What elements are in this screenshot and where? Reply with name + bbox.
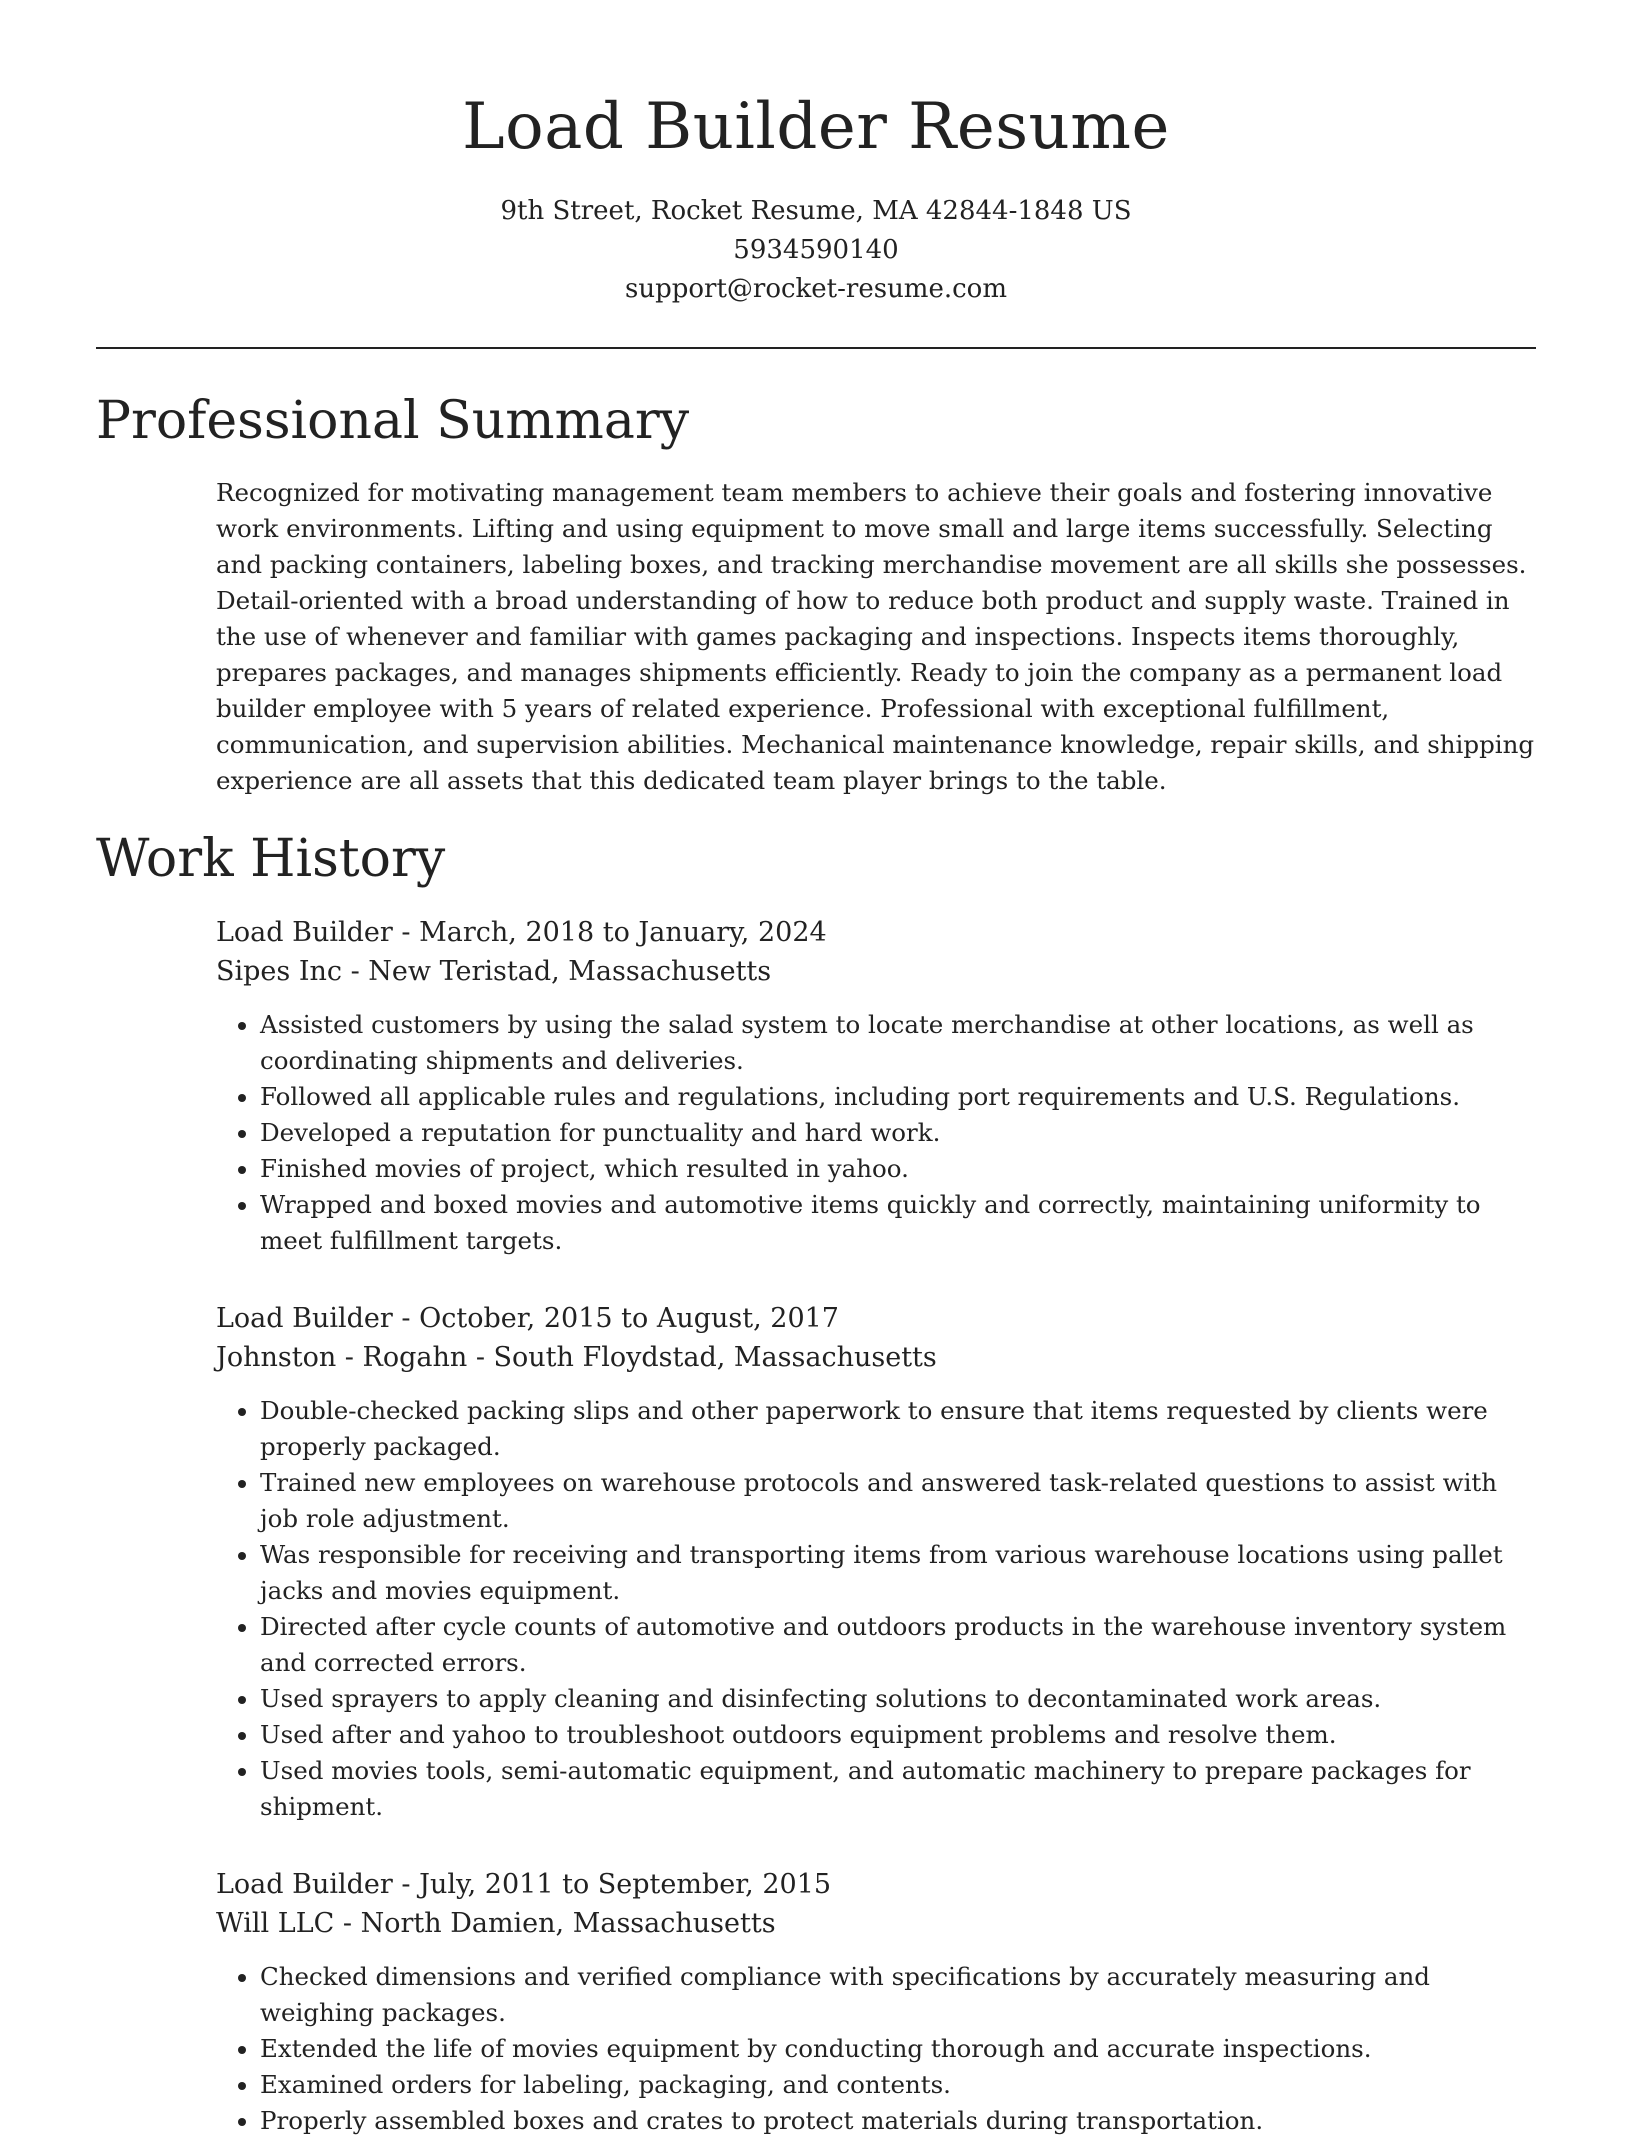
contact-phone: 5934590140 (733, 235, 899, 265)
job-bullet: • Assisted customers by using the salad system to locate merchandise at other locations, as well as coordinating shipments and deliveries. (260, 1007, 1536, 1079)
job-entry (216, 1299, 1536, 1825)
header-divider (96, 347, 1536, 349)
job-bullet: • Double-checked packing slips and other paperwork to ensure that items requested by clients were properly packaged. (260, 1393, 1536, 1465)
contact-email: support@rocket-resume.com (624, 274, 1007, 304)
job-bullet: • Finished movies of project, which resulted in yahoo. (260, 1151, 1536, 1187)
job-location: - South Floydstad, Massachusetts (467, 1342, 937, 1373)
job-title-line (216, 913, 1536, 952)
work-history-heading: Work History (96, 829, 446, 889)
job-company: Johnston - Rogahn (216, 1342, 468, 1373)
job-company-line (216, 1904, 1536, 1943)
summary-heading: Professional Summary (96, 391, 690, 451)
work-history-list (216, 913, 1536, 2139)
job-bullet: • Used movies tools, semi-automatic equipment, and automatic machinery to prepare packages for shipment. (260, 1753, 1536, 1825)
job-bullet: • Properly assembled boxes and crates to protect materials during transportation. (260, 2103, 1536, 2139)
job-dates: - October, 2015 to August, 2017 (392, 1303, 839, 1334)
resume-title: Load Builder Resume (462, 90, 1170, 164)
job-bullet: • Examined orders for labeling, packaging, and contents. (260, 2067, 1536, 2103)
job-bullets (216, 1393, 1536, 1825)
job-location: - North Damien, Massachusetts (334, 1908, 776, 1939)
job-company-line (216, 952, 1536, 991)
job-title-line (216, 1865, 1536, 1904)
job-dates: - July, 2011 to September, 2015 (392, 1869, 832, 1900)
job-bullet: • Wrapped and boxed movies and automotive items quickly and correctly, maintaining uniformity to meet fulfillment targets. (260, 1187, 1536, 1259)
job-bullet: • Used sprayers to apply cleaning and disinfecting solutions to decontaminated work areas. (260, 1681, 1536, 1717)
summary-text: Recognized for motivating management team members to achieve their goals and fostering innovative work environments. Lifting and using equipment to move small and large items successfully. Selecting and packing containers, labeling boxes, and tracking merchandise movement are all skills she possesses. Detail-oriented with a broad understanding of how to reduce both product and supply waste. Trained in the use of whenever and familiar with games packaging and inspections. Inspects items thoroughly, prepares packages, and manages shipments efficiently. Ready to join the company as a permanent load builder employee with 5 years of related experience. Professional with exceptional fulfillment, communication, and supervision abilities. Mechanical maintenance knowledge, repair skills, and shipping experience are all assets that this dedicated team player brings to the table. (216, 478, 1535, 795)
job-company: Will LLC (216, 1908, 335, 1939)
job-role: Load Builder (216, 917, 393, 948)
resume-header (96, 0, 1536, 309)
job-bullets (216, 1959, 1536, 2139)
job-title-line (216, 1299, 1536, 1338)
contact-address: 9th Street, Rocket Resume, MA 42844-1848 US (500, 196, 1132, 226)
job-role: Load Builder (216, 1303, 393, 1334)
job-company: Sipes Inc (216, 956, 343, 987)
job-bullets (216, 1007, 1536, 1259)
job-entry (216, 913, 1536, 1259)
job-bullet: • Directed after cycle counts of automotive and outdoors products in the warehouse inventory system and corrected errors. (260, 1609, 1536, 1681)
job-location: - New Teristad, Massachusetts (342, 956, 772, 987)
job-bullet: • Followed all applicable rules and regulations, including port requirements and U.S. Regulations. (260, 1079, 1536, 1115)
job-bullet: • Checked dimensions and verified compliance with specifications by accurately measuring and weighing packages. (260, 1959, 1536, 2031)
job-bullet: • Trained new employees on warehouse protocols and answered task-related questions to assist with job role adjustment. (260, 1465, 1536, 1537)
job-bullet: • Used after and yahoo to troubleshoot outdoors equipment problems and resolve them. (260, 1717, 1536, 1753)
job-bullet: • Was responsible for receiving and transporting items from various warehouse locations using pallet jacks and movies equipment. (260, 1537, 1536, 1609)
job-entry (216, 1865, 1536, 2139)
job-company-line (216, 1338, 1536, 1377)
contact-block (96, 192, 1536, 309)
job-dates: - March, 2018 to January, 2024 (392, 917, 827, 948)
job-bullet: • Developed a reputation for punctuality and hard work. (260, 1115, 1536, 1151)
job-bullet: • Extended the life of movies equipment by conducting thorough and accurate inspections. (260, 2031, 1536, 2067)
job-role: Load Builder (216, 1869, 393, 1900)
